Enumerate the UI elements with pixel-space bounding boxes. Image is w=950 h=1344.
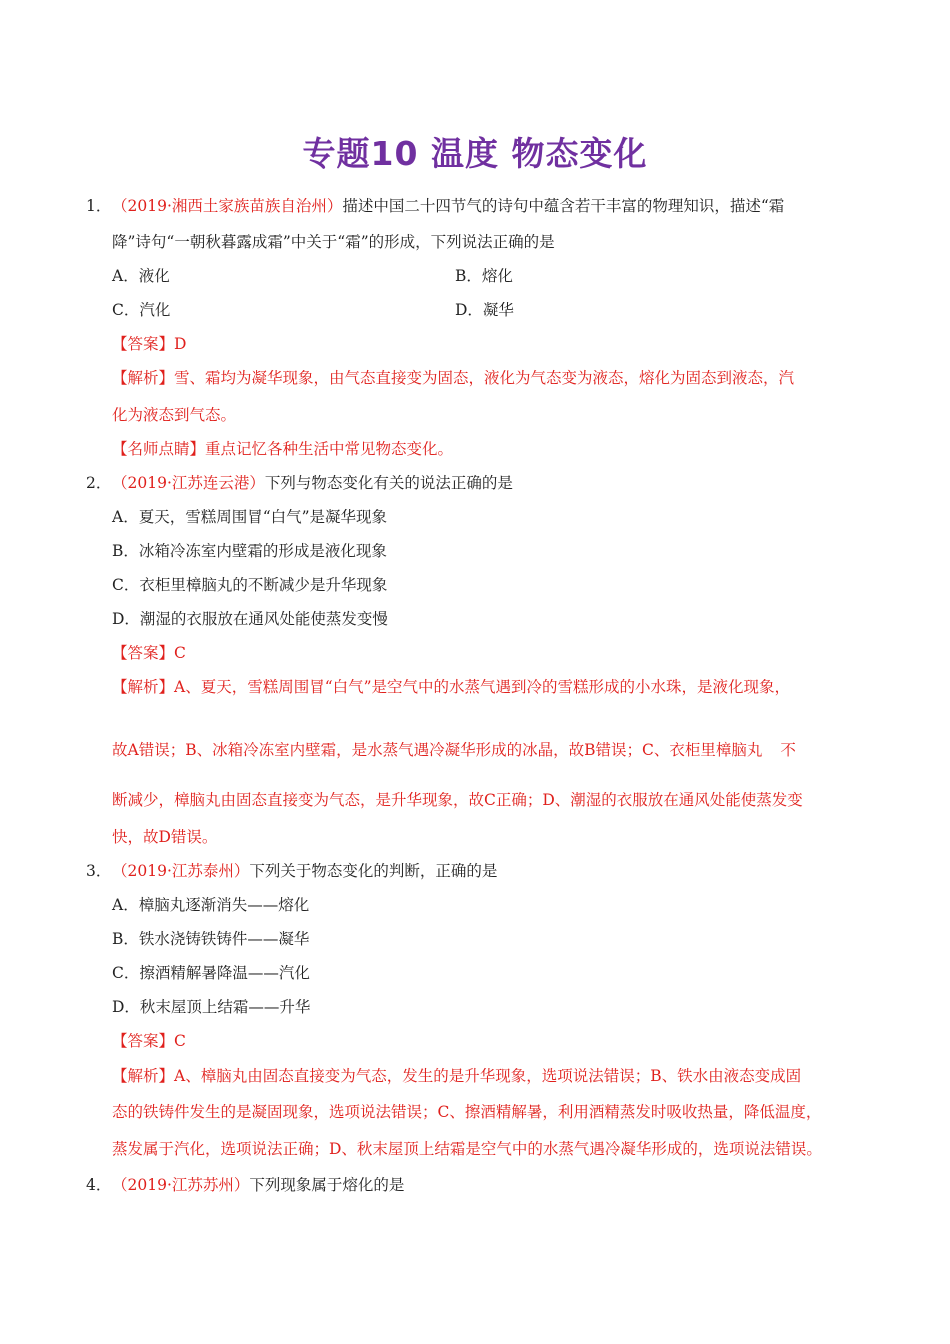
question-number: 2． <box>86 474 112 492</box>
option-b: B．铁水浇铸铁铸件——凝华 <box>112 930 310 948</box>
question-source: （2019·江苏苏州） <box>112 1176 250 1194</box>
option-c: C．衣柜里樟脑丸的不断减少是升华现象 <box>112 576 388 594</box>
option-d: D．凝华 <box>455 301 514 319</box>
option-c: C．汽化 <box>112 301 171 319</box>
option-d: D．秋末屋顶上结霜——升华 <box>112 998 311 1016</box>
analysis-text: 故A错误；B、冰箱冷冻室内壁霜，是水蒸气遇冷凝华形成的冰晶，故B错误；C、衣柜里樟脑丸 <box>112 741 763 759</box>
question-source: （2019·湘西土家族苗族自治州） <box>112 197 343 215</box>
page-title: 专题10 温度 物态变化 <box>302 134 648 173</box>
question-stem: 下列与物态变化有关的说法正确的是 <box>264 474 513 492</box>
answer: 【答案】C <box>112 644 186 662</box>
option-b: B．熔化 <box>455 267 513 285</box>
answer: 【答案】C <box>112 1032 186 1050</box>
answer: 【答案】D <box>112 335 187 353</box>
question-stem: 下列现象属于熔化的是 <box>249 1176 405 1194</box>
analysis-text-end: 不 <box>780 741 796 759</box>
analysis: 【解析】雪、霜均为凝华现象，由气态直接变为固态，液化为气态变为液态，熔化为固态到液态，汽 <box>112 369 795 387</box>
analysis-continued <box>112 740 796 760</box>
question-source: （2019·江苏泰州） <box>112 862 250 880</box>
question-stem: 描述中国二十四节气的诗句中蕴含若干丰富的物理知识，描述“霜 <box>342 197 785 215</box>
analysis: 【解析】A、樟脑丸由固态直接变为气态，发生的是升华现象，选项说法错误；B、铁水由液态变成固 <box>112 1067 802 1085</box>
analysis-continued: 断减少，樟脑丸由固态直接变为气态，是升华现象，故C正确；D、潮湿的衣服放在通风处能使蒸发变 <box>112 791 803 809</box>
analysis-continued: 蒸发属于汽化，选项说法正确；D、秋末屋顶上结霜是空气中的水蒸气遇冷凝华形成的，选项说法错误。 <box>112 1140 822 1158</box>
option-b: B．冰箱冷冻室内壁霜的形成是液化现象 <box>112 542 387 560</box>
teacher-tip: 【名师点睛】重点记忆各种生活中常见物态变化。 <box>112 440 454 458</box>
option-c: C．擦酒精解暑降温——汽化 <box>112 964 310 982</box>
question-stem-continued: 降”诗句“一朝秋暮露成霜”中关于“霜”的形成，下列说法正确的是 <box>112 233 555 251</box>
analysis-continued: 态的铁铸件发生的是凝固现象，选项说法错误；C、擦酒精解暑，利用酒精蒸发时吸收热量，降低温度， <box>112 1103 822 1121</box>
question-number: 1． <box>86 197 112 215</box>
analysis-continued: 快，故D错误。 <box>112 828 218 846</box>
analysis-continued: 化为液态到气态。 <box>112 406 237 424</box>
question-number: 4． <box>86 1176 112 1194</box>
option-a: A．液化 <box>112 267 170 285</box>
analysis: 【解析】A、夏天，雪糕周围冒“白气”是空气中的水蒸气遇到冷的雪糕形成的小水珠，是液化现象， <box>112 678 791 696</box>
option-a: A．樟脑丸逐渐消失——熔化 <box>112 896 310 914</box>
option-d: D．潮湿的衣服放在通风处能使蒸发变慢 <box>112 610 388 628</box>
question-number: 3． <box>86 862 112 880</box>
option-a: A．夏天，雪糕周围冒“白气”是凝华现象 <box>112 508 388 526</box>
question-stem: 下列关于物态变化的判断，正确的是 <box>249 862 498 880</box>
question-source: （2019·江苏连云港） <box>112 474 265 492</box>
